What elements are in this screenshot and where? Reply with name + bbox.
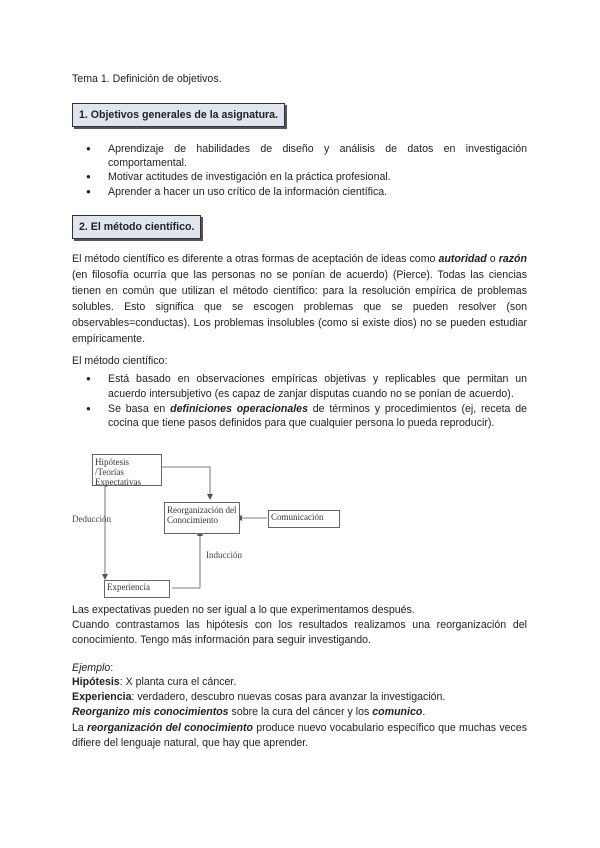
contrast-paragraph: Cuando contrastamos las hipótesis con los resultados realizamos una reorganización del conocimiento. Tengo más información para seguir investigando. [72,619,527,646]
text: Ejemplo [72,662,111,674]
method-bullet-list [72,372,527,431]
emphasis-autoridad: autoridad [438,253,487,265]
label-induccion: Inducción [206,550,242,560]
example-experiencia [72,691,445,703]
text: . [422,706,426,718]
expectations-line: Las expectativas pueden no ser igual a lo que experimentamos después. [72,604,415,616]
text: comunico [372,706,423,718]
text: Hipótesis [72,676,120,688]
example-hipotesis [72,676,236,688]
connector-experiencia-reorg [172,534,200,588]
text: : [110,662,114,674]
section1-heading: 1. Objetivos generales de la asignatura. [72,103,285,127]
text: El método científico es diferente a otras formas de aceptación de ideas como [72,253,439,265]
box-reorganizacion: Reorganización del Conocimiento [164,502,240,534]
text: Reorganizo mis conocimientos [72,706,229,718]
text: o [486,253,499,265]
box-experiencia: Experiencia [104,580,170,598]
text: (en filosofía ocurría que las personas no se ponían de acuerdo) (Pierce). Todas las ciencias tienen en común que utilizan el método científico: para la resolución empírica de problemas solubles. Esto significa que se escogen problemas que se pueden resolver (son observables=conductas). Los problemas insolubles (como si existe dios) no se pueden estudiar empíricamente. [72,269,527,345]
text: reorganización del conocimiento [87,722,253,734]
method-intro: El método científico: [72,355,168,367]
section2-heading: 2. El método científico. [72,215,201,239]
page-title: Tema 1. Definición de objetivos. [72,73,222,85]
list-item: ● Aprender a hacer un uso crítico de la información científica. [72,185,527,199]
example-reorganizo [72,706,425,718]
text: La [72,722,88,734]
emphasis-definiciones: definiciones operacionales [170,402,308,415]
list-item: ● Aprendizaje de habilidades de diseño y análisis de datos en investigación comportamental. [72,142,527,170]
example-label [72,662,113,674]
text: produce nuevo vocabulario específico que muchas veces difiere del lenguaje natural, que hay que aprender. [72,722,527,749]
section1-bullet-list [72,142,527,199]
list-item: ● Motivar actitudes de investigación en la práctica profesional. [72,170,527,184]
list-item: ● Está basado en observaciones empíricas objetivas y replicables que permitan un acuerdo intersubjetivo (es capaz de zanjar disputas cuando no se ponían de acuerdo). [72,372,527,402]
box-hipotesis: Hipótesis /Teorías Expectativas [92,454,162,486]
connector-hipotesis-reorg [158,467,210,496]
text: : X planta cura el cáncer. [119,676,237,688]
list-item [72,402,527,432]
emphasis-razon: razón [498,253,527,265]
box-comunicacion: Comunicación [268,510,340,528]
method-paragraph [72,251,527,347]
text: de términos y procedimientos (ej, receta de cocina que tiene pasos definidos para que cualquier persona lo pueda reproducir). [108,402,528,430]
text: sobre la cura del cáncer y los [228,706,373,718]
text: Se basa en [108,402,171,415]
label-deduccion: Deducción [72,514,111,524]
arrow-head [207,494,213,500]
scientific-method-diagram [70,450,350,600]
example-last-paragraph [72,721,527,751]
text: Experiencia [72,691,132,703]
text: : verdadero, descubro nuevas cosas para avanzar la investigación. [131,691,446,703]
